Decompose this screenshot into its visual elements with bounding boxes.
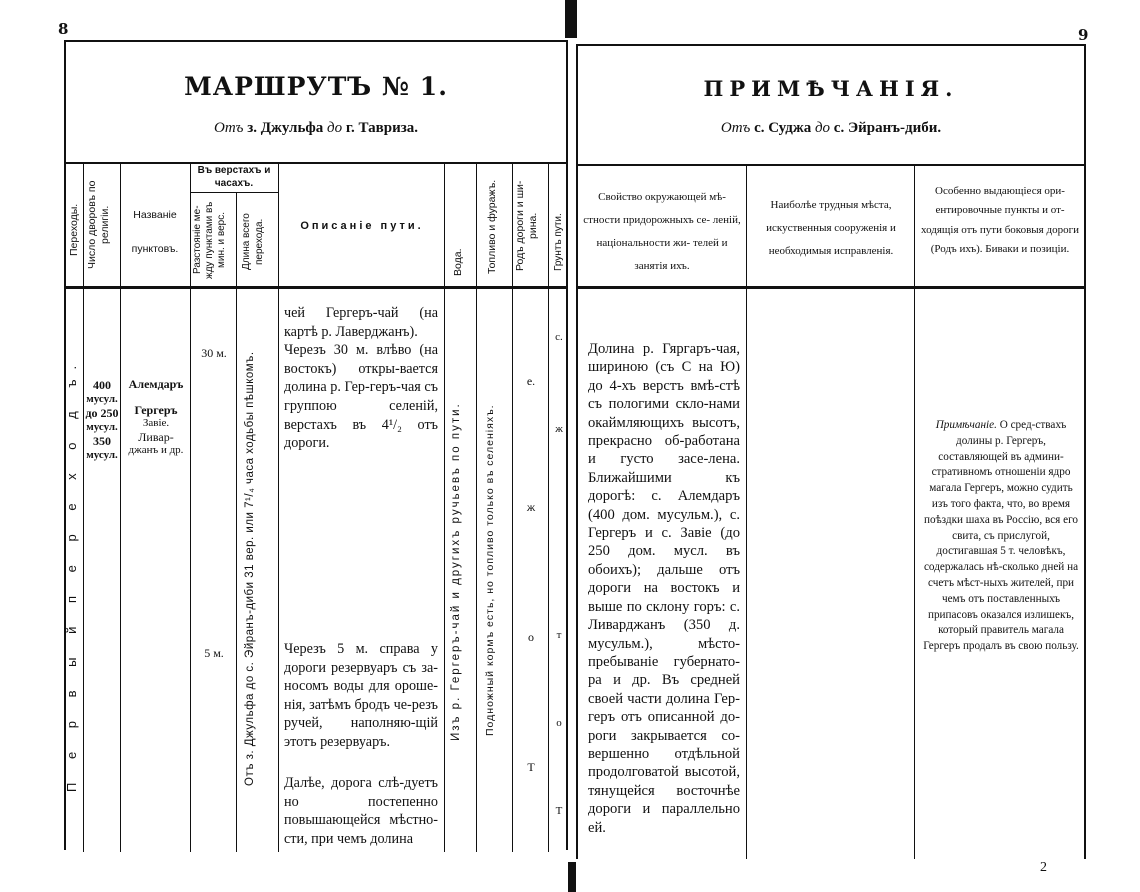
note-label: Примѣчаніе.	[935, 419, 997, 431]
gutter-shadow-top	[565, 0, 577, 38]
description-part-1: чей Гергеръ-чай (на картѣ р. Лаверджанъ). Черезъ 30 м. влѣво (на востокъ) откры-вается долина р. Гер-геръ-чая съ группою селеній, верстахъ въ 4¹/₂ отъ дороги.	[284, 305, 438, 452]
header-top-line-right	[576, 164, 1086, 166]
header-landmarks: Особенно выдающіеся ори- ентировочные пункты и от- ходящія отъ пути боковыя дороги (Родъ ихъ). Биваки и позиціи.	[921, 185, 1079, 255]
soil-letter: о	[556, 717, 562, 729]
soil-letter: ж	[555, 423, 563, 435]
page-number-right: 9	[1078, 26, 1089, 44]
settlement-name: Завіе.	[142, 417, 170, 429]
header-road-type: Родъ дороги и ши- рина.	[514, 180, 539, 272]
header-households: Число дворовъ по религіи.	[86, 180, 111, 270]
header-bottom-line-left	[64, 286, 568, 289]
note-text: О сред-ствахъ долины р. Гергеръ, составляющей въ админи-стративномъ отношеніи ядро магала Гергеръ, можно судить изъ того факта, что, во время поѣздки шаха въ Россію, вся его свита, съ прислугой, достигавшая 5 т. человѣкъ, содержалась нѣ-сколько дней на счетъ мѣст-ныхъ жителей, при чемъ отъ поставленныхъ припасовъ оказался излишекъ, который правитель магала Гергеръ продалъ въ свою пользу.	[923, 419, 1079, 653]
col-line-4	[236, 192, 237, 852]
col-line-7	[476, 162, 477, 852]
col-line-8	[512, 162, 513, 852]
households-religion: мусул.	[86, 393, 118, 405]
road-letter: е.	[526, 374, 536, 388]
crossing-label: П е р в ы й п е р е х о д ъ.	[64, 355, 79, 793]
header-description: Описаніе пути.	[300, 220, 424, 232]
col-line-6	[444, 162, 445, 852]
time-5: 5 м.	[204, 646, 224, 660]
header-top-line-left	[64, 162, 568, 164]
households-religion: мусул.	[86, 449, 118, 461]
settlement-name: Ливар-	[138, 429, 174, 444]
header-bottom-line-right	[576, 286, 1086, 289]
settlement-name: Гергеръ	[134, 402, 178, 417]
frame-top-left	[64, 40, 568, 42]
notes-title: ПРИМѢЧАНІЯ.	[703, 76, 959, 101]
soil-letter: т	[556, 629, 562, 641]
soil-letter: Т	[555, 805, 563, 817]
frame-top-right	[576, 44, 1086, 46]
households-value: 350	[93, 434, 111, 448]
signature-mark: 2	[1040, 860, 1047, 875]
gutter-shadow-bottom	[568, 862, 576, 892]
note-block	[922, 418, 1080, 655]
col-line-9	[548, 162, 549, 852]
road-letter: о	[528, 630, 534, 644]
col-line-r1	[746, 164, 747, 859]
time-30: 30 м.	[201, 346, 227, 360]
route-subtitle: Отъ з. Джульфа до г. Тавриза.	[214, 120, 418, 136]
households-value: до 250	[85, 406, 119, 420]
page-number-left: 8	[58, 20, 69, 38]
header-soil: Грунтъ пути.	[553, 213, 564, 271]
col-line-5	[278, 162, 279, 852]
frame-left-right-page	[576, 44, 578, 859]
notes-subtitle: Отъ с. Суджа до с. Эйранъ-диби.	[720, 120, 942, 136]
fuel-text: Подножный кормъ есть, но топливо только въ селеніяхъ.	[484, 404, 496, 736]
settlement-name: джанъ и др.	[128, 444, 184, 456]
header-versts-group: Въ верстахъ и часахъ.	[197, 165, 271, 189]
versts-group-line	[190, 192, 278, 193]
header-water: Вода.	[452, 248, 464, 276]
households-religion: мусул.	[86, 421, 118, 433]
length-total-text: Отъ з. Джульфа до с. Эйранъ-диби 31 вер. или 7¹/₄ часа ходьбы пѣшкомъ.	[244, 351, 256, 787]
header-surroundings: Свойство окружающей мѣ- стности придорожныхъ се- леній, національности жи- телей и занятія ихъ.	[583, 191, 741, 273]
col-line-3	[190, 162, 191, 852]
surroundings-text: Долина р. Гяргаръ-чая, шириною (съ С на Ю) до 4-хъ верстъ вмѣ-стѣ съ пологими скло-нами окаймляющихъ высотъ, прекрасно об-работана и густо засе-лена. Ближайшими къ дорогѣ: с. Алемдаръ (400 дом. мусульм.), с. Гергеръ и с. Завіе (до 250 дом. мусл. въ обоихъ); дальше отъ дороги на востокъ и выше по склону горъ: с. Ливарджанъ (350 д. мусульм.), мѣсто-пребываніе губернато-ра и др. Въ средней своей части долина Гер-геръ отъ описанной до-роги закрывается со-вершенно отдѣльной продолговатой высотой, тянущейся восточнѣе дороги и параллельно ей.	[588, 341, 740, 836]
col-line-2	[120, 162, 121, 852]
route-title: МАРШРУТЪ № 1.	[184, 72, 448, 101]
settlement-names	[122, 378, 190, 458]
description-part-2: Черезъ 5 м. справа у дороги резервуаръ съ за-носомъ воды для ороше-нія, затѣмъ бродъ че-резъ ручей, наполняю-щій этотъ резервуаръ.	[284, 641, 438, 750]
col-line-r2	[914, 164, 915, 859]
households-list	[84, 378, 120, 462]
description-part-3: Далѣе, дорога слѣ-дуетъ но постепенно повышающейся мѣстно-сти, при чемъ долина	[284, 775, 438, 847]
col-line-1	[83, 162, 84, 852]
header-length-total: Длина всего перехода.	[241, 213, 265, 271]
water-text: Изъ р. Гергеръ-чай и другихъ ручьевъ по пути.	[450, 402, 462, 742]
header-crossings: Переходы.	[68, 203, 80, 257]
frame-right	[1084, 44, 1086, 859]
soil-letter: с.	[555, 331, 563, 343]
households-value: 400	[93, 378, 111, 392]
header-fuel: Топливо и фуражъ.	[486, 179, 498, 275]
road-letter: ж	[526, 500, 536, 514]
road-letter: Т	[527, 760, 535, 774]
settlement-name: Алемдаръ	[128, 377, 184, 391]
header-difficult: Наиболѣе трудныя мѣста, искуственныя сооруженія и необходимыя исправленія.	[766, 199, 896, 258]
header-distance-between: Разстояніе ме- жду пунктами въ мин. и верс.	[192, 201, 227, 279]
header-names: Названіе пунктовъ.	[131, 209, 179, 255]
